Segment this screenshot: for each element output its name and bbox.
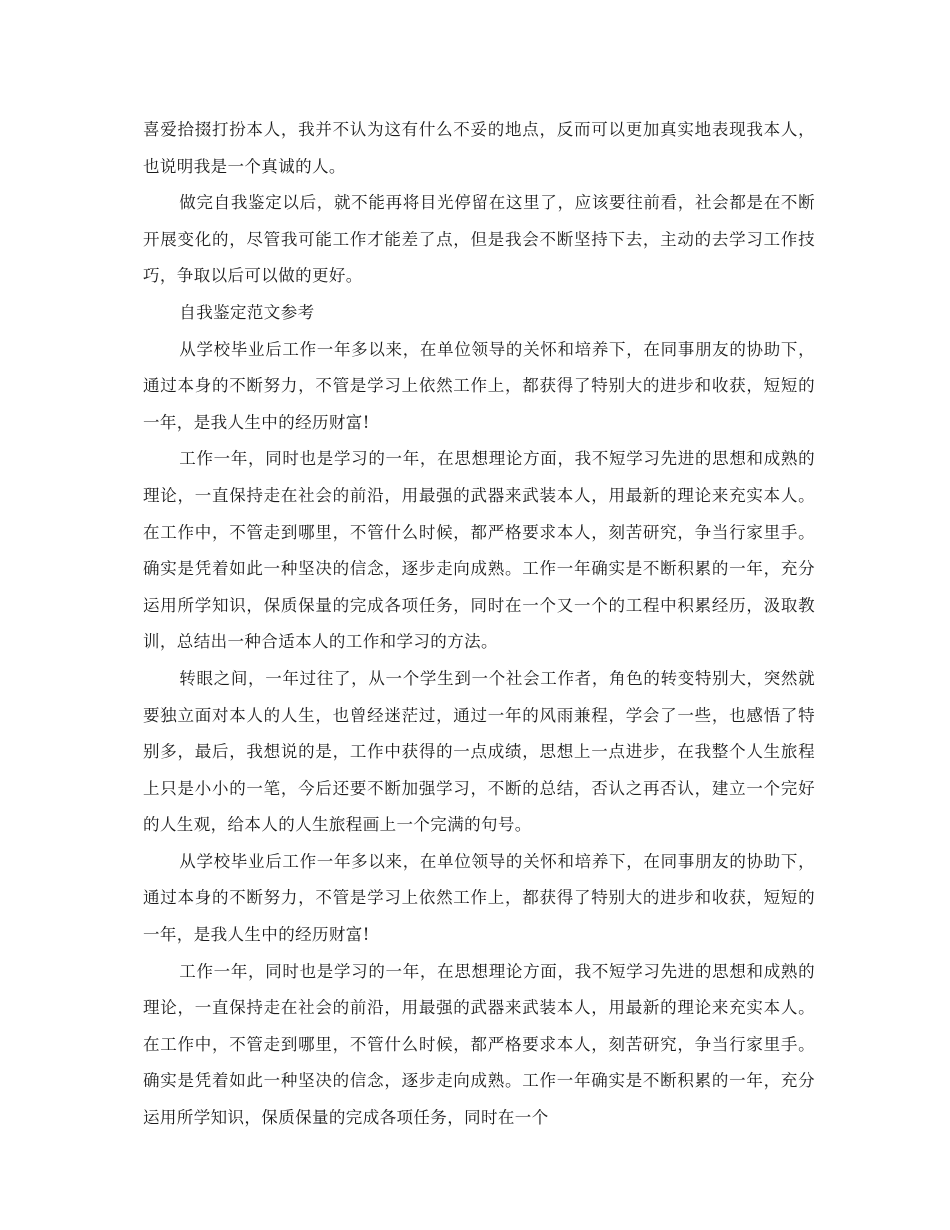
document-body — [143, 112, 815, 1137]
section-heading: 自我鉴定范文参考 — [179, 302, 315, 322]
paragraph-6: 转眼之间，一年过往了，从一个学生到一个社会工作者，角色的转变特别大，突然就要独立面对本人的人生，也曾经迷茫过，通过一年的风雨兼程，学会了一些，也感悟了特别多，最后，我想说的是，工作中获得的一点成绩，思想上一点进步，在我整个人生旅程上只是小小的一笔，今后还要不断加强学习，不断的总结，否认之再否认，建立一个完好的人生观，给本人的人生旅程画上一个完满的句号。 — [143, 668, 815, 835]
paragraph-8: 工作一年，同时也是学习的一年，在思想理论方面，我不短学习先进的思想和成熟的理论，一直保持走在社会的前沿，用最强的武器来武装本人，用最新的理论来充实本人。在工作中，不管走到哪里，不管什么时候，都严格要求本人，刻苦研究，争当行家里手。确实是凭着如此一种坚决的信念，逐步走向成熟。工作一年确实是不断积累的一年，充分运用所学知识，保质保量的完成各项任务，同时在一个 — [143, 961, 815, 1128]
paragraph-4: 从学校毕业后工作一年多以来，在单位领导的关怀和培养下，在同事朋友的协助下，通过本身的不断努力，不管是学习上依然工作上，都获得了特别大的进步和收获，短短的一年，是我人生中的经历财富! — [143, 339, 815, 432]
paragraph-5: 工作一年，同时也是学习的一年，在思想理论方面，我不短学习先进的思想和成熟的理论，一直保持走在社会的前沿，用最强的武器来武装本人，用最新的理论来充实本人。在工作中，不管走到哪里，不管什么时候，都严格要求本人，刻苦研究，争当行家里手。确实是凭着如此一种坚决的信念，逐步走向成熟。工作一年确实是不断积累的一年，充分运用所学知识，保质保量的完成各项任务，同时在一个又一个的工程中积累经历，汲取教训，总结出一种合适本人的工作和学习的方法。 — [143, 449, 815, 652]
paragraph-1: 喜爱拾掇打扮本人，我并不认为这有什么不妥的地点，反而可以更加真实地表现我本人，也说明我是一个真诚的人。 — [143, 120, 815, 176]
paragraph-2: 做完自我鉴定以后，就不能再将目光停留在这里了，应该要往前看，社会都是在不断开展变化的，尽管我可能工作才能差了点，但是我会不断坚持下去，主动的去学习工作技巧，争取以后可以做的更好。 — [143, 193, 815, 286]
paragraph-7: 从学校毕业后工作一年多以来，在单位领导的关怀和培养下，在同事朋友的协助下，通过本身的不断努力，不管是学习上依然工作上，都获得了特别大的进步和收获，短短的一年，是我人生中的经历财富! — [143, 851, 815, 945]
